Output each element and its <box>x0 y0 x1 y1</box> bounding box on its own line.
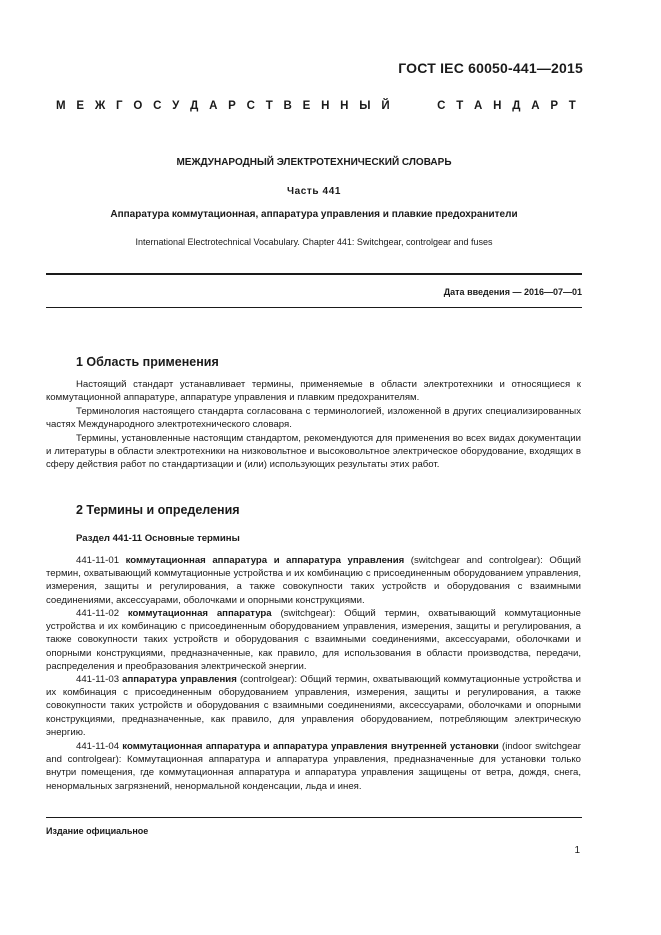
effective-date: Дата введения — 2016—07—01 <box>443 287 582 297</box>
banner-letter: Д <box>512 100 521 112</box>
term-definition: (indoor switchgear and controlgear): Коммутационная аппаратура и аппаратура управления, предназначенные для установки только внутри помещения, где коммутационная аппаратура и аппаратура управления защищены от ветра, дождя, снега, ненормальных загрязнений, ненормальной конденсации, льда и инея. <box>46 741 581 792</box>
banner-letter: Н <box>321 100 330 112</box>
banner-letter: А <box>209 100 218 112</box>
banner-letter: Е <box>302 100 311 112</box>
document-subtitle: Аппаратура коммутационная, аппаратура управления и плавкие предохранители <box>110 209 518 220</box>
title-divider <box>46 273 582 275</box>
subsection-heading: Раздел 441-11 Основные термины <box>76 533 240 544</box>
english-title: International Electrotechnical Vocabulary. Chapter 441: Switchgear, controlgear and fuses <box>135 237 493 247</box>
banner-letter: Н <box>493 100 502 112</box>
scope-paragraph: Термины, установленные настоящим стандартом, рекомендуются для применения во всех видах документации и литературы в области электротехники на низковольтное и высоковольтное электрическое оборудование, входящих в сферу действия работ по стандартизации и (или) использующих результаты этих работ. <box>46 433 581 471</box>
banner-letter: Г <box>116 100 123 112</box>
term-name: аппаратура управления <box>122 674 237 685</box>
term-number: 441-11-04 <box>76 741 120 752</box>
footer-divider <box>46 817 582 818</box>
banner-letter: Ж <box>94 100 106 112</box>
term-definition: (controlgear): Общий термин, охватывающий коммутационные устройства и их комбинация с присоединенным оборудованием управления, измерения, защиты и регулирования, а также совокупности таких устройств и оборудования с взаимными соединениями, аксессуарами, оболочками и опорными конструкциями, предназначенные, как правило, для управления оборудованием, потребляющим электрическую энергию. <box>46 674 582 738</box>
banner-letter: А <box>474 100 483 112</box>
banner-letter: Е <box>76 100 85 112</box>
banner-gap <box>400 100 426 112</box>
scope-paragraph: Терминология настоящего стандарта согласована с терминологией, изложенной в других специализированных частях Международного электротехнического словаря. <box>46 406 581 431</box>
term-number: 441-11-01 <box>76 555 120 566</box>
banner-letter: А <box>531 100 540 112</box>
banner-letter: Р <box>550 100 558 112</box>
banner-letter: Т <box>456 100 464 112</box>
banner-letter: О <box>133 100 143 112</box>
interstate-standard-banner <box>56 100 576 112</box>
banner-letter: Д <box>190 100 199 112</box>
banner-letter: С <box>153 100 162 112</box>
page-number: 1 <box>574 845 580 856</box>
term-entry <box>46 673 581 739</box>
banner-letter: У <box>172 100 180 112</box>
term-entry <box>46 607 581 673</box>
banner-letter: Н <box>340 100 349 112</box>
part-number: Часть 441 <box>286 186 342 197</box>
banner-letter: Т <box>265 100 273 112</box>
term-name: коммутационная аппаратура <box>127 608 272 619</box>
banner-letter: С <box>246 100 255 112</box>
banner-letter: М <box>56 100 66 112</box>
header-divider <box>46 307 582 308</box>
term-number: 441-11-03 <box>76 674 120 685</box>
banner-letter: Ы <box>359 100 371 112</box>
section-1-heading: 1 Область применения <box>76 355 219 369</box>
official-edition-label: Издание официальное <box>46 826 149 836</box>
term-entry <box>46 554 581 607</box>
term-definition: (switchgear and controlgear): Общий термин, охватывающий коммутационные устройства и их комбинацию с присоединенным оборудованием управления, измерения, защиты и регулирования, а также совокупности таких устройств и оборудования с взаимными соединениями, аксессуарами, оболочками и опорными конструкциями. <box>46 555 581 606</box>
term-number: 441-11-02 <box>76 608 120 619</box>
banner-letter: Т <box>568 100 576 112</box>
scope-paragraph: Настоящий стандарт устанавливает термины, применяемые в области электротехники и относящиеся к коммутационной аппаратуре, аппаратуре управления и плавким предохранителям. <box>46 379 581 404</box>
banner-letter: С <box>437 100 446 112</box>
term-name: коммутационная аппаратура и аппаратура управления <box>125 555 405 566</box>
standard-number: ГОСТ IEC 60050-441—2015 <box>398 60 583 76</box>
term-entry <box>46 740 581 793</box>
main-title: МЕЖДУНАРОДНЫЙ ЭЛЕКТРОТЕХНИЧЕСКИЙ СЛОВАРЬ <box>176 157 452 168</box>
banner-letter: В <box>283 100 292 112</box>
banner-letter: Й <box>381 100 390 112</box>
section-2-heading: 2 Термины и определения <box>76 503 240 517</box>
term-definition: (switchgear): Общий термин, охватывающий коммутационные устройства и их комбинацию с присоединенным оборудованием управления, измерения, защиты и регулирования, а также совокупности таких устройств и оборудования с взаимными соединениями, аксессуарами, оболочками и опорными конструкциями, предназначенные, как правило, для использования в области производства, передачи, распределения и преобразования электрической энергии. <box>46 608 582 672</box>
banner-letter: Р <box>228 100 236 112</box>
term-name: коммутационная аппаратура и аппаратура управления внутренней установки <box>122 741 499 752</box>
